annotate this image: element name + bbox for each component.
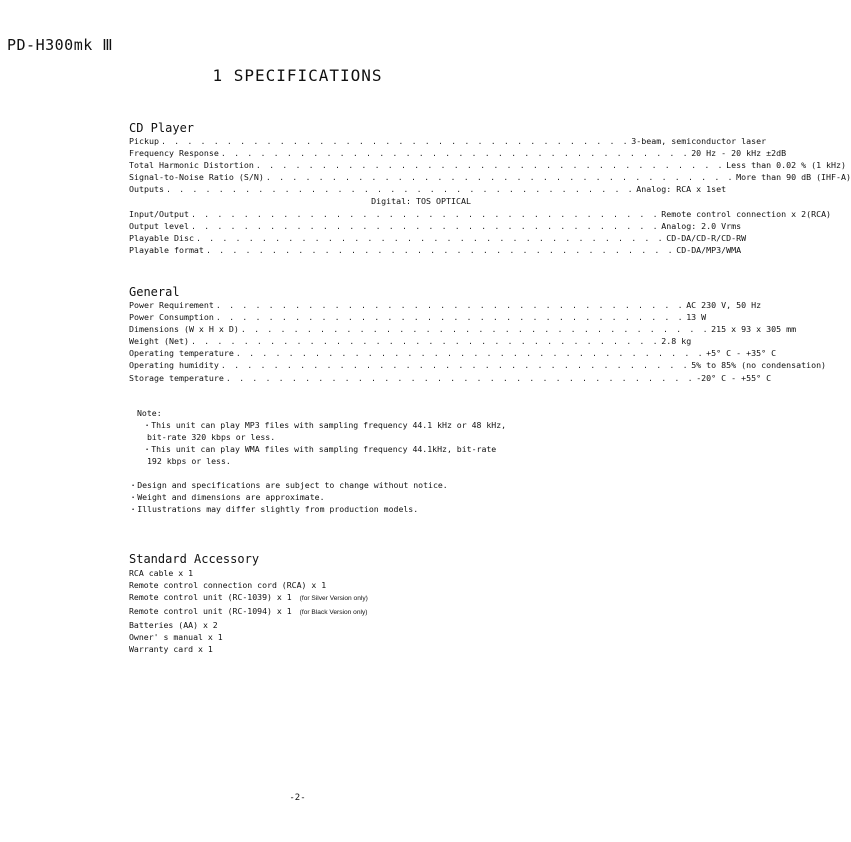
note-item-wma: ・This unit can play WMA files with sampling frequency 44.1kHz, bit-rate (143, 444, 497, 454)
leader-dots: . . . . . . . . . . . . . . . . . . . . . . . . . . . . . . . . . . . . (190, 208, 660, 219)
spec-label: Weight (Net) (129, 336, 189, 347)
leader-dots: . . . . . . . . . . . . . . . . . . . . . . . . . . . . . . . . . . . . (190, 220, 660, 231)
accessory-item (129, 643, 368, 655)
note-item-mp3-cont: bit-rate 320 kbps or less. (147, 432, 276, 442)
leader-dots: . . . . . . . . . . . . . . . . . . . . . . . . . . . . . . . . . . . . (205, 244, 675, 255)
spec-label: Power Consumption (129, 312, 214, 323)
disclaimer-item: ・Design and specifications are subject to change without notice. (129, 480, 448, 490)
spec-row-playable-disc (129, 232, 747, 244)
cd-player-spec-list (129, 135, 851, 256)
spec-value: +5° C - +35° C (706, 348, 777, 359)
spec-label: Input/Output (129, 208, 189, 219)
accessory-text: RCA cable x 1 (129, 568, 194, 578)
leader-dots: . . . . . . . . . . . . . . . . . . . . . . . . . . . . . . . . . . . . (220, 148, 690, 159)
accessory-item (129, 631, 368, 643)
leader-dots: . . . . . . . . . . . . . . . . . . . . . . . . . . . . . . . . . . . . (265, 172, 735, 183)
spec-value: Analog: RCA x 1set (636, 184, 727, 195)
spec-value: Analog: 2.0 Vrms (661, 220, 742, 231)
spec-row-pickup (129, 135, 767, 147)
spec-label: Pickup (129, 136, 159, 146)
spec-row-power-requirement (129, 299, 762, 311)
accessory-item (129, 567, 368, 579)
leader-dots: . . . . . . . . . . . . . . . . . . . . . . . . . . . . . . . . . . . . (225, 372, 695, 383)
spec-value: CD-DA/CD-R/CD-RW (666, 232, 747, 243)
spec-label: Storage temperature (129, 372, 224, 383)
accessory-text: Owner' s manual x 1 (129, 632, 223, 642)
page-title: 1 SPECIFICATIONS (212, 66, 383, 85)
leader-dots: . . . . . . . . . . . . . . . . . . . . . . . . . . . . . . . . . . . . (235, 348, 705, 359)
spec-value: 3-beam, semiconductor laser (631, 136, 767, 146)
disclaimer-list (129, 479, 448, 515)
spec-row-playable-format (129, 244, 742, 256)
general-heading: General (129, 285, 180, 299)
accessory-text: Remote control unit (RC-1039) x 1 (129, 592, 292, 602)
accessory-item (129, 591, 368, 605)
spec-label: Playable format (129, 244, 204, 255)
leader-dots: . . . . . . . . . . . . . . . . . . . . . . . . . . . . . . . . . . . . (160, 136, 630, 146)
spec-value: Less than 0.02 % (1 kHz) (726, 160, 847, 171)
general-spec-list (129, 299, 827, 384)
accessory-text: Remote control connection cord (RCA) x 1 (129, 580, 327, 590)
accessory-heading: Standard Accessory (129, 552, 260, 566)
spec-value: 2.8 kg (661, 336, 692, 347)
disclaimer-item: ・Illustrations may differ slightly from production models. (129, 504, 419, 514)
disclaimer-item: ・Weight and dimensions are approximate. (129, 492, 325, 502)
note-block (137, 407, 506, 467)
spec-value: Remote control connection x 2(RCA) (661, 208, 832, 219)
spec-row-snr (129, 171, 851, 183)
spec-row-operating-humidity (129, 359, 827, 371)
spec-row-storage-temperature (129, 372, 772, 384)
cd-player-heading: CD Player (129, 121, 195, 135)
spec-value: 215 x 93 x 305 mm (711, 324, 797, 335)
accessory-text: Remote control unit (RC-1094) x 1 (129, 606, 292, 616)
spec-label: Operating humidity (129, 360, 219, 371)
leader-dots: . . . . . . . . . . . . . . . . . . . . . . . . . . . . . . . . . . . . (220, 360, 690, 371)
spec-value: 13 W (686, 312, 707, 323)
spec-label: Total Harmonic Distortion (129, 160, 254, 171)
spec-row-operating-temperature (129, 347, 777, 359)
spec-label: Outputs (129, 184, 164, 195)
spec-row-input-output (129, 208, 832, 220)
accessory-item (129, 619, 368, 631)
leader-dots: . . . . . . . . . . . . . . . . . . . . . . . . . . . . . . . . . . . . (190, 336, 660, 347)
spec-label: Signal-to-Noise Ratio (S/N) (129, 172, 264, 183)
accessory-item (129, 579, 368, 591)
spec-row-thd (129, 159, 847, 171)
spec-row-dimensions (129, 323, 797, 335)
accessory-list (129, 567, 368, 655)
spec-value: More than 90 dB (IHF-A) (736, 172, 851, 183)
spec-row-power-consumption (129, 311, 707, 323)
leader-dots: . . . . . . . . . . . . . . . . . . . . . . . . . . . . . . . . . . . . (195, 232, 665, 243)
spec-value: 5% to 85% (no condensation) (691, 360, 827, 371)
spec-row-weight (129, 335, 692, 347)
spec-row-outputs-digital (129, 195, 471, 207)
spec-value: Digital: TOS OPTICAL (371, 196, 471, 207)
spec-label: Output level (129, 220, 189, 231)
spec-label: Operating temperature (129, 348, 234, 359)
model-name: PD-H300mk Ⅲ (7, 36, 114, 54)
spec-row-frequency-response (129, 147, 787, 159)
spec-value: CD-DA/MP3/WMA (676, 244, 742, 255)
spec-row-output-level (129, 220, 742, 232)
accessory-text: Warranty card x 1 (129, 644, 213, 654)
spec-label: Frequency Response (129, 148, 219, 159)
leader-dots: . . . . . . . . . . . . . . . . . . . . . . . . . . . . . . . . . . . . (255, 160, 725, 171)
spec-value: AC 230 V, 50 Hz (686, 300, 762, 310)
spec-row-outputs (129, 183, 727, 195)
spec-value: -20° C - +55° C (696, 372, 772, 383)
accessory-item (129, 605, 368, 619)
page-number: -2- (289, 793, 306, 803)
spec-label: Dimensions (W x H x D) (129, 324, 239, 335)
note-heading: Note: (137, 408, 162, 418)
spec-value: 20 Hz - 20 kHz ±2dB (691, 148, 787, 159)
leader-dots: . . . . . . . . . . . . . . . . . . . . . . . . . . . . . . . . . . . . (215, 300, 685, 310)
spec-label: Playable Disc (129, 232, 194, 243)
leader-dots: . . . . . . . . . . . . . . . . . . . . . . . . . . . . . . . . . . . . (215, 312, 685, 323)
accessory-text: Batteries (AA) x 2 (129, 620, 218, 630)
leader-dots: . . . . . . . . . . . . . . . . . . . . . . . . . . . . . . . . . . . . (165, 184, 635, 195)
note-item-wma-cont: 192 kbps or less. (147, 456, 231, 466)
leader-dots: . . . . . . . . . . . . . . . . . . . . . . . . . . . . . . . . . . . . (240, 324, 710, 335)
spec-label: Power Requirement (129, 300, 214, 310)
accessory-version-note: (for Silver Version only) (299, 595, 368, 602)
note-item-mp3: ・This unit can play MP3 files with sampling frequency 44.1 kHz or 48 kHz, (143, 420, 507, 430)
accessory-version-note: (for Black Version only) (299, 609, 368, 616)
